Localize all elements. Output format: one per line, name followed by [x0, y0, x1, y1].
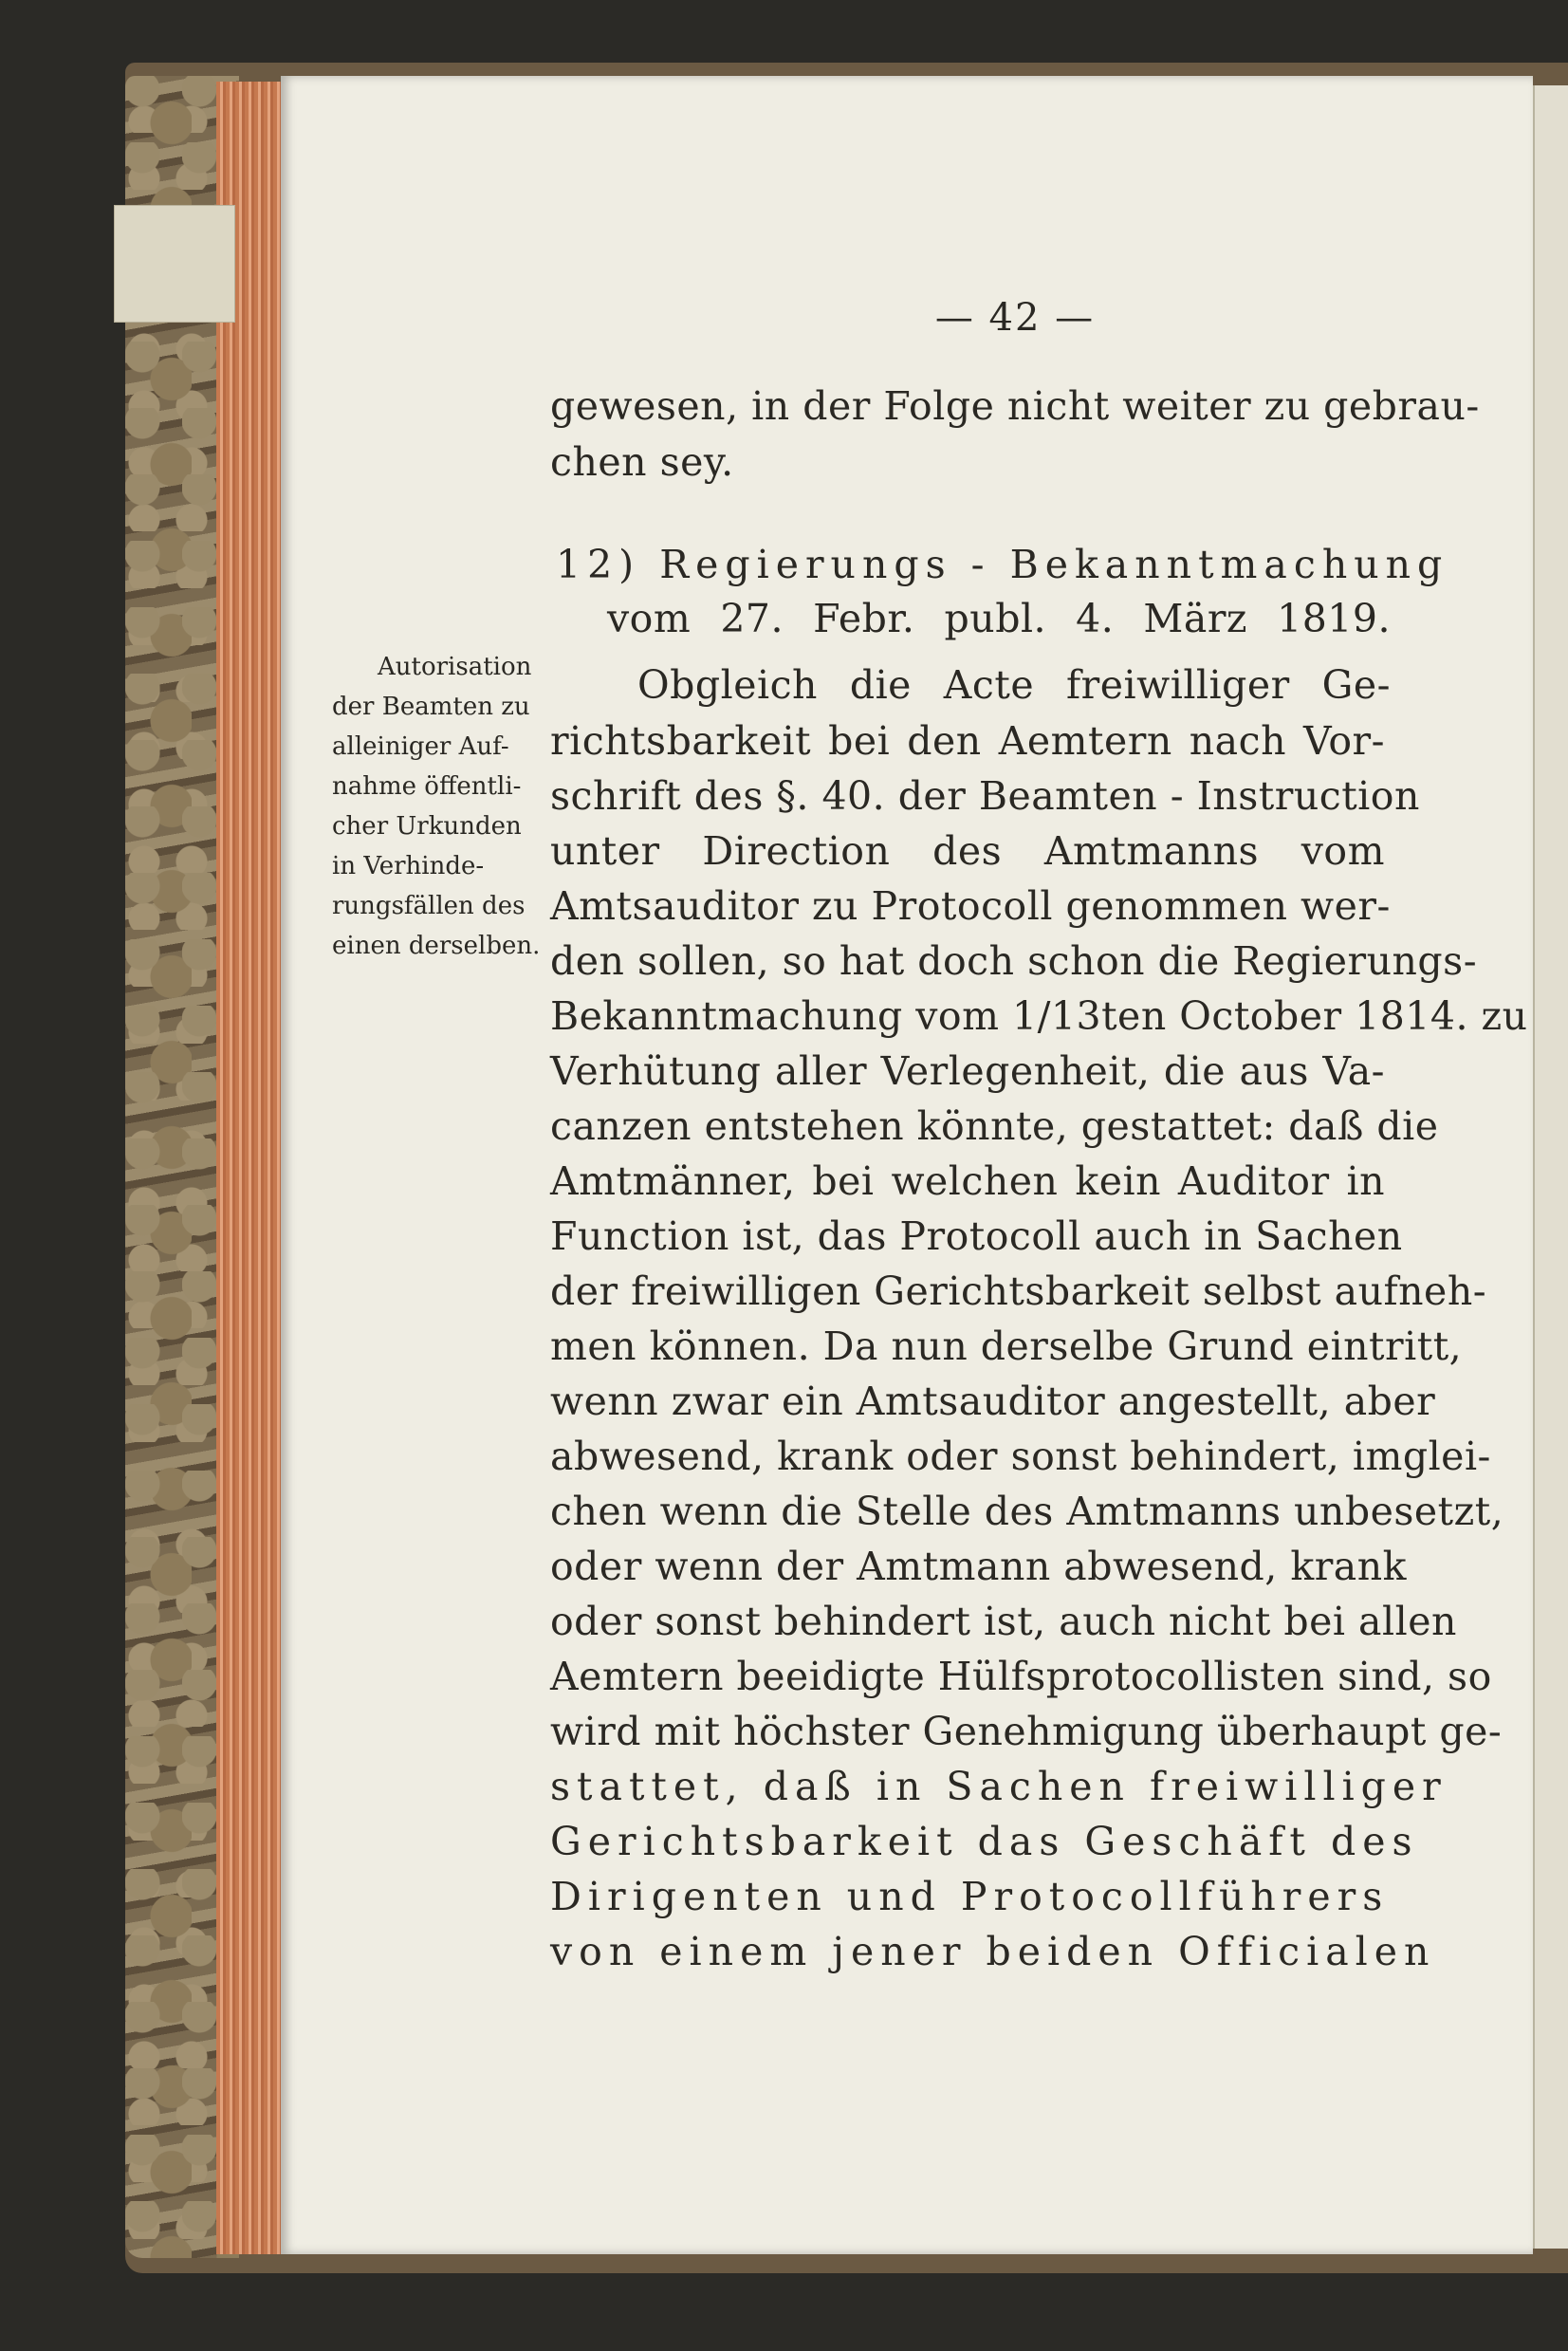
body-line: canzen entstehen könnte, gestattet: daß die [550, 1103, 1439, 1149]
body-line: abwesend, krank oder sonst behindert, imglei- [550, 1434, 1491, 1479]
body-line: stattet, daß in Sachen freiwilliger [550, 1764, 1448, 1809]
body-line: richtsbarkeit bei den Aemtern nach Vor- [550, 718, 1385, 764]
body-line: von einem jener beiden Officialen [550, 1929, 1436, 1974]
body-line: Function ist, das Protocoll auch in Sachen [550, 1213, 1403, 1259]
margin-note-line: Autorisation [378, 653, 532, 681]
body-line: oder wenn der Amtmann abwesend, krank [550, 1544, 1408, 1589]
body-line: schrift des §. 40. der Beamten - Instruction [550, 773, 1420, 819]
margin-note-line: rungsfällen des [332, 892, 526, 920]
body-line: oder sonst behindert ist, auch nicht bei allen [550, 1599, 1457, 1644]
margin-note-line: einen derselben. [332, 932, 541, 960]
next-page-edge [1533, 85, 1568, 2249]
section-heading: 12) Regierungs - Bekanntmachung [556, 542, 1449, 587]
body-line: der freiwilligen Gerichtsbarkeit selbst aufneh- [550, 1268, 1487, 1314]
body-line: Amtmänner, bei welchen kein Auditor in [550, 1158, 1385, 1204]
body-line: Dirigenten und Protocollführers [550, 1874, 1390, 1919]
margin-note-line: cher Urkunden [332, 812, 522, 841]
body-line: den sollen, so hat doch schon die Regierungs- [550, 938, 1478, 984]
body-line: wenn zwar ein Amtsauditor angestellt, aber [550, 1379, 1436, 1424]
body-line: Bekanntmachung vom 1/13ten October 1814. zu [550, 993, 1528, 1039]
body-line: men können. Da nun derselbe Grund eintritt, [550, 1324, 1463, 1369]
margin-note-line: der Beamten zu [332, 693, 530, 721]
body-line: Obgleich die Acte freiwilliger Ge- [637, 662, 1391, 708]
body-line: gewesen, in der Folge nicht weiter zu gebrau- [550, 383, 1480, 429]
body-line: unter Direction des Amtmanns vom [550, 828, 1385, 874]
body-line: Verhütung aller Verlegenheit, die aus Va- [550, 1048, 1385, 1094]
section-heading-date: vom 27. Febr. publ. 4. März 1819. [607, 596, 1391, 641]
body-line: Gerichtsbarkeit das Geschäft des [550, 1819, 1419, 1864]
body-line: Aemtern beeidigte Hülfsprotocollisten sind, so [550, 1654, 1492, 1699]
bookmark-tab [114, 205, 235, 323]
margin-note-line: nahme öffentli- [332, 772, 522, 801]
body-line: chen wenn die Stelle des Amtmanns unbesetzt, [550, 1489, 1504, 1534]
body-line: wird mit höchster Genehmigung überhaupt ge- [550, 1709, 1503, 1754]
margin-note-line: in Verhinde- [332, 852, 485, 880]
margin-note-line: alleiniger Auf- [332, 732, 509, 761]
body-line: Amtsauditor zu Protocoll genommen wer- [550, 883, 1391, 929]
page-number: — 42 — [934, 296, 1096, 340]
body-line: chen sey. [550, 439, 734, 485]
